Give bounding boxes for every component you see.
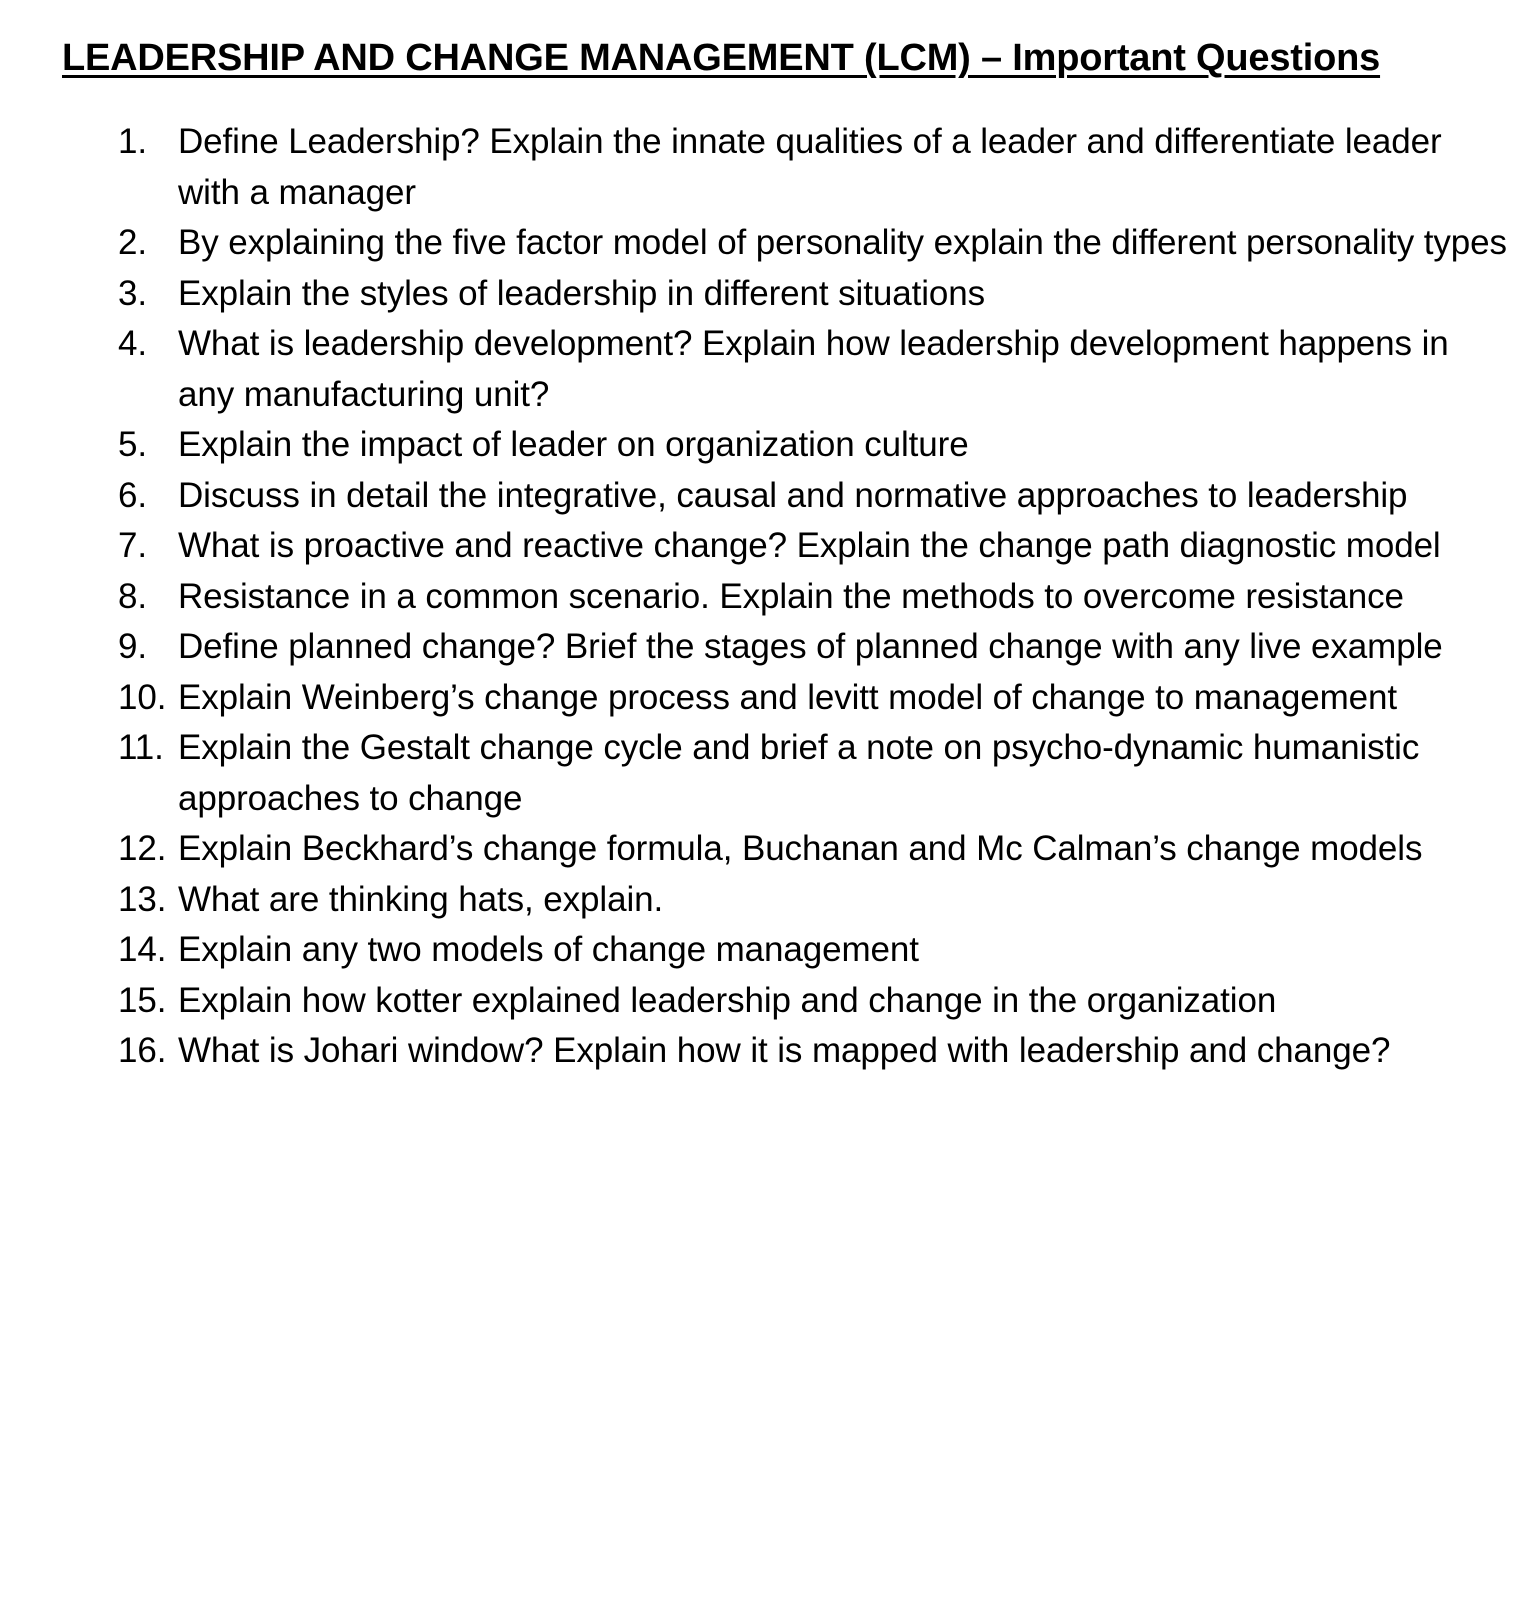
question-item: [110, 471, 1510, 522]
question-text: Explain Weinberg’s change process and levitt model of change to management: [178, 677, 1398, 717]
question-number: 6.: [118, 475, 147, 515]
question-number: 5.: [118, 425, 147, 464]
question-number: 9.: [118, 627, 147, 666]
question-number: 3.: [118, 273, 147, 313]
question-text: What are thinking hats, explain.: [178, 879, 664, 919]
question-text: Explain how kotter explained leadership and change in the organization: [178, 980, 1277, 1020]
question-text: Explain Beckhard’s change formula, Buchanan and Mc Calman’s change models: [178, 829, 1423, 868]
question-number: 14.: [118, 930, 167, 969]
question-number: 10.: [118, 677, 167, 717]
question-text: Define Leadership? Explain the innate qualities of a leader and differentiate leader with a manager: [178, 122, 1442, 212]
question-number: 16.: [118, 1031, 167, 1070]
question-number: 11.: [118, 728, 164, 767]
question-number: 7.: [118, 526, 147, 565]
question-text: What is Johari window? Explain how it is mapped with leadership and change?: [178, 1031, 1391, 1070]
question-item: [110, 117, 1510, 218]
question-number: 13.: [118, 879, 167, 919]
question-text: What is proactive and reactive change? Explain the change path diagnostic model: [178, 526, 1441, 565]
question-number: 1.: [118, 122, 147, 161]
question-item: [110, 673, 1510, 724]
question-item: [110, 622, 1510, 673]
question-text: Define planned change? Brief the stages of planned change with any live example: [178, 627, 1443, 666]
question-number: 2.: [118, 223, 147, 262]
question-item: [110, 1026, 1510, 1077]
question-number: 15.: [118, 980, 167, 1020]
question-item: [110, 875, 1510, 926]
question-text: Discuss in detail the integrative, causal and normative approaches to leadership: [178, 475, 1408, 515]
question-list: [110, 117, 1510, 1077]
document-title: LEADERSHIP AND CHANGE MANAGEMENT (LCM) – Important Questions: [62, 37, 1381, 79]
question-item: [110, 218, 1510, 269]
question-item: [110, 319, 1510, 420]
question-item: [110, 572, 1510, 623]
question-item: [110, 269, 1510, 320]
question-item: [110, 925, 1510, 976]
question-number: 8.: [118, 576, 147, 616]
question-text: What is leadership development? Explain how leadership development happens in any manufacturing unit?: [178, 324, 1449, 414]
question-item: [110, 420, 1510, 471]
question-text: Explain any two models of change management: [178, 930, 919, 969]
question-text: Explain the Gestalt change cycle and brief a note on psycho-dynamic humanistic approaches to change: [178, 728, 1420, 818]
question-item: [110, 521, 1510, 572]
question-item: [110, 723, 1510, 824]
question-item: [110, 976, 1510, 1027]
question-text: Resistance in a common scenario. Explain the methods to overcome resistance: [178, 576, 1404, 616]
question-text: By explaining the five factor model of personality explain the different personality types: [178, 223, 1507, 262]
question-item: [110, 824, 1510, 875]
question-text: Explain the impact of leader on organization culture: [178, 425, 969, 464]
question-number: 4.: [118, 324, 147, 363]
question-number: 12.: [118, 829, 167, 868]
question-text: Explain the styles of leadership in different situations: [178, 273, 986, 313]
